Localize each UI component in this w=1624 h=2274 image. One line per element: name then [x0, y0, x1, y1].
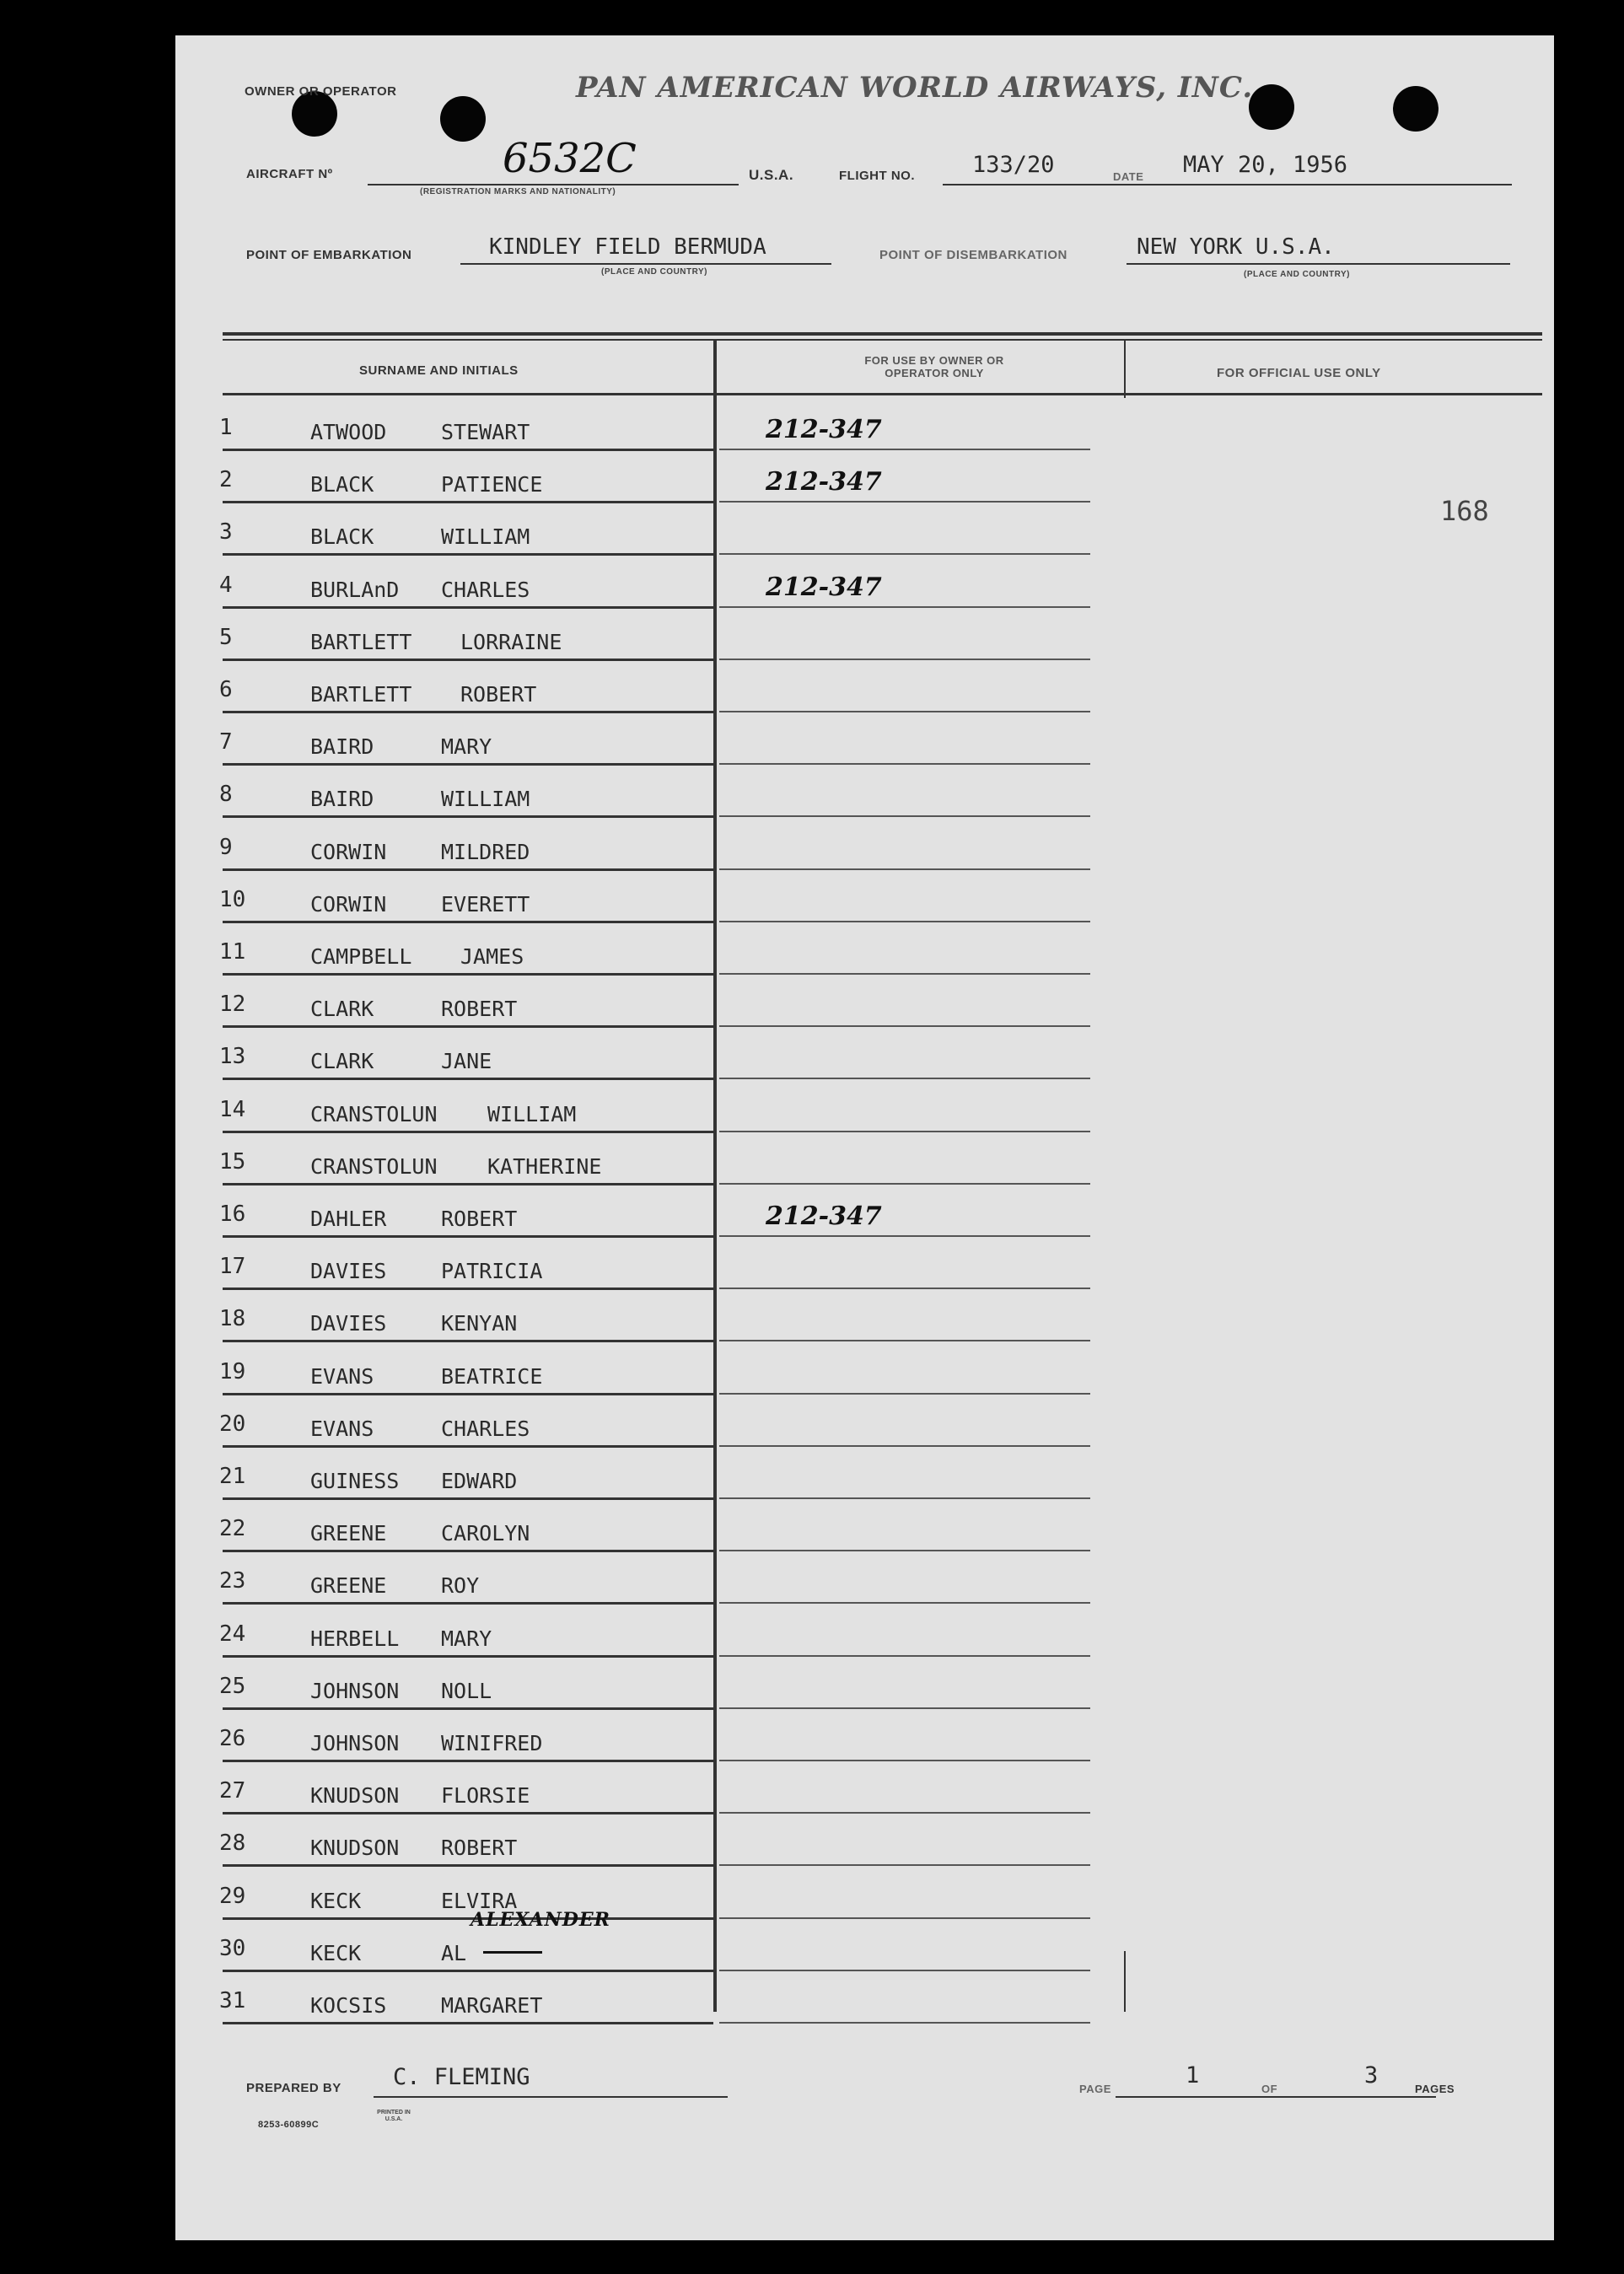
- passenger-given-name: MARY: [441, 734, 492, 759]
- row-number: 26: [219, 1726, 246, 1751]
- passenger-given-name: KATHERINE: [487, 1154, 602, 1179]
- row-number: 19: [219, 1359, 246, 1384]
- row-number: 13: [219, 1044, 246, 1069]
- embarkation-label: POINT OF EMBARKATION: [246, 248, 412, 262]
- row-number: 11: [219, 939, 246, 965]
- passenger-surname: GREENE: [310, 1573, 387, 1598]
- passenger-given-name: KENYAN: [441, 1311, 518, 1336]
- row-number: 30: [219, 1936, 246, 1961]
- passenger-given-name: ELVIRA: [441, 1889, 518, 1913]
- row-number: 8: [219, 782, 233, 807]
- row-number: 1: [219, 415, 233, 440]
- page-number: 1: [1186, 2062, 1200, 2089]
- pages-label: PAGES: [1415, 2083, 1455, 2095]
- disembarkation-value: NEW YORK U.S.A.: [1137, 234, 1335, 260]
- passenger-given-name: EVERETT: [441, 892, 530, 917]
- aircraft-label: AIRCRAFT Nº: [246, 167, 333, 181]
- row-number: 25: [219, 1674, 246, 1699]
- passenger-given-name: MARGARET: [441, 1993, 543, 2018]
- row-number: 10: [219, 887, 246, 912]
- owner-label: OWNER OR OPERATOR: [245, 84, 397, 99]
- passenger-surname: CORWIN: [310, 840, 387, 864]
- passenger-surname: DAHLER: [310, 1207, 387, 1231]
- flight-number: 133/20: [972, 152, 1055, 178]
- passenger-given-name: ROBERT: [441, 1207, 518, 1231]
- passenger-given-name: AL: [441, 1941, 467, 1965]
- row-number: 2: [219, 467, 233, 492]
- passenger-given-name: CAROLYN: [441, 1521, 530, 1546]
- passenger-given-name: NOLL: [441, 1679, 492, 1703]
- aircraft-number: 6532C: [503, 135, 637, 182]
- printed-stamp: PRINTED IN U.S.A.: [377, 2110, 411, 2122]
- passenger-given-name: MILDRED: [441, 840, 530, 864]
- prepared-by-label: PREPARED BY: [246, 2081, 341, 2095]
- row-number: 15: [219, 1149, 246, 1175]
- disembarkation-label: POINT OF DISEMBARKATION: [879, 248, 1067, 262]
- owner-use-code: 212-347: [766, 467, 882, 497]
- official-use-column-header: FOR OFFICIAL USE ONLY: [1217, 366, 1381, 380]
- row-number: 23: [219, 1568, 246, 1594]
- passenger-surname: KECK: [310, 1889, 362, 1913]
- airline-name: PAN AMERICAN WORLD AIRWAYS, INC.: [576, 71, 1254, 105]
- punch-hole: [440, 96, 486, 142]
- owner-use-code: 212-347: [766, 573, 882, 602]
- row-number: 21: [219, 1464, 246, 1489]
- passenger-surname: CLARK: [310, 1049, 374, 1073]
- surname-column-header: SURNAME AND INITIALS: [359, 363, 519, 378]
- passenger-surname: BLACK: [310, 524, 374, 549]
- form-number: 8253-60899C: [258, 2120, 320, 2130]
- strike-through: [483, 1951, 542, 1954]
- row-number: 31: [219, 1988, 246, 2013]
- passenger-surname: KNUDSON: [310, 1783, 400, 1808]
- row-number: 12: [219, 992, 246, 1017]
- passenger-given-name: WILLIAM: [441, 524, 530, 549]
- passenger-given-name: JANE: [441, 1049, 492, 1073]
- row-number: 24: [219, 1621, 246, 1647]
- owner-use-code: 212-347: [766, 1202, 882, 1231]
- passenger-surname: HERBELL: [310, 1626, 400, 1651]
- passenger-surname: GREENE: [310, 1521, 387, 1546]
- passenger-surname: EVANS: [310, 1364, 374, 1389]
- passenger-surname: BARTLETT: [310, 682, 412, 707]
- passenger-surname: DAVIES: [310, 1259, 387, 1283]
- row-number: 27: [219, 1778, 246, 1804]
- row-number: 17: [219, 1254, 246, 1279]
- page-total: 3: [1364, 2062, 1379, 2089]
- passenger-surname: CRANSTOLUN: [310, 1102, 438, 1126]
- row-number: 16: [219, 1202, 246, 1227]
- punch-hole: [1393, 86, 1438, 132]
- passenger-given-name: MARY: [441, 1626, 492, 1651]
- passenger-surname: BAIRD: [310, 734, 374, 759]
- row-number: 4: [219, 573, 233, 598]
- punch-hole: [1249, 84, 1294, 130]
- row-number: 22: [219, 1516, 246, 1541]
- passenger-surname: BARTLETT: [310, 630, 412, 654]
- row-number: 14: [219, 1097, 246, 1122]
- passenger-surname: CAMPBELL: [310, 944, 412, 969]
- manifest-sheet: [175, 35, 1554, 2240]
- passenger-surname: EVANS: [310, 1417, 374, 1441]
- passenger-surname: BAIRD: [310, 787, 374, 811]
- row-number: 3: [219, 519, 233, 545]
- passenger-given-name: STEWART: [441, 420, 530, 444]
- passenger-surname: KOCSIS: [310, 1993, 387, 2018]
- flight-label: FLIGHT NO.: [839, 169, 915, 183]
- owner-use-column-header: FOR USE BY OWNER OR OPERATOR ONLY: [864, 354, 1004, 379]
- page-label: PAGE: [1079, 2083, 1111, 2095]
- passenger-given-name: BEATRICE: [441, 1364, 543, 1389]
- passenger-given-name: CHARLES: [441, 578, 530, 602]
- registration-caption: (REGISTRATION MARKS AND NATIONALITY): [420, 187, 616, 196]
- passenger-given-name: CHARLES: [441, 1417, 530, 1441]
- passenger-surname: CLARK: [310, 997, 374, 1021]
- row-number: 18: [219, 1306, 246, 1331]
- passenger-surname: JOHNSON: [310, 1731, 400, 1755]
- row-number: 20: [219, 1411, 246, 1437]
- passenger-surname: CRANSTOLUN: [310, 1154, 438, 1179]
- passenger-surname: BLACK: [310, 472, 374, 497]
- passenger-surname: KNUDSON: [310, 1836, 400, 1860]
- handwritten-correction: ALEXANDER: [471, 1909, 610, 1931]
- row-number: 6: [219, 677, 233, 702]
- passenger-given-name: JAMES: [460, 944, 524, 969]
- passenger-given-name: WILLIAM: [441, 787, 530, 811]
- passenger-given-name: WILLIAM: [487, 1102, 577, 1126]
- of-label: OF: [1261, 2083, 1278, 2095]
- passenger-surname: BURLAnD: [310, 578, 400, 602]
- passenger-surname: KECK: [310, 1941, 362, 1965]
- passenger-given-name: LORRAINE: [460, 630, 562, 654]
- row-number: 7: [219, 729, 233, 755]
- passenger-surname: DAVIES: [310, 1311, 387, 1336]
- official-note: 168: [1440, 495, 1489, 527]
- prepared-by-value: C. FLEMING: [393, 2064, 530, 2090]
- row-number: 5: [219, 625, 233, 650]
- date-label: DATE: [1113, 170, 1144, 183]
- row-number: 28: [219, 1830, 246, 1856]
- owner-use-code: 212-347: [766, 415, 882, 444]
- passenger-given-name: ROBERT: [441, 997, 518, 1021]
- passenger-surname: CORWIN: [310, 892, 387, 917]
- passenger-surname: GUINESS: [310, 1469, 400, 1493]
- passenger-given-name: PATIENCE: [441, 472, 543, 497]
- row-number: 9: [219, 835, 233, 860]
- passenger-given-name: WINIFRED: [441, 1731, 543, 1755]
- embarkation-caption: (PLACE AND COUNTRY): [601, 267, 707, 277]
- usa-label: U.S.A.: [749, 167, 794, 183]
- passenger-surname: ATWOOD: [310, 420, 387, 444]
- passenger-given-name: ROBERT: [441, 1836, 518, 1860]
- passenger-given-name: PATRICIA: [441, 1259, 543, 1283]
- passenger-given-name: ROBERT: [460, 682, 537, 707]
- embarkation-value: KINDLEY FIELD BERMUDA: [489, 234, 766, 260]
- row-number: 29: [219, 1884, 246, 1909]
- date-value: MAY 20, 1956: [1183, 152, 1348, 178]
- passenger-surname: JOHNSON: [310, 1679, 400, 1703]
- passenger-given-name: FLORSIE: [441, 1783, 530, 1808]
- passenger-given-name: ROY: [441, 1573, 480, 1598]
- passenger-given-name: EDWARD: [441, 1469, 518, 1493]
- disembarkation-caption: (PLACE AND COUNTRY): [1244, 270, 1350, 279]
